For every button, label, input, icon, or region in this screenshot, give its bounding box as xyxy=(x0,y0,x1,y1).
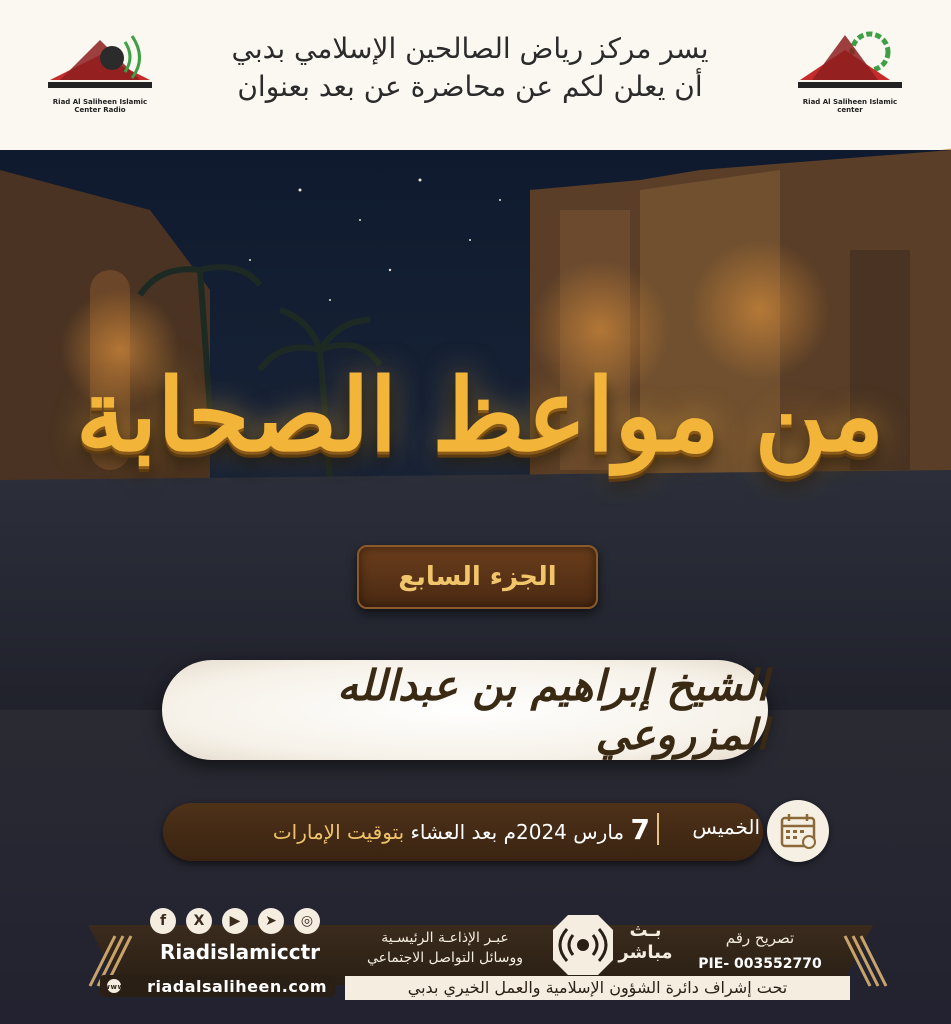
announcement-line-2: أن يعلن لكم عن محاضرة عن بعد بعنوان xyxy=(237,70,703,103)
svg-text:www: www xyxy=(103,983,125,991)
center-logo-caption: Riad Al Saliheen Islamic center xyxy=(802,98,898,114)
x-icon[interactable]: X xyxy=(186,908,212,934)
date-details xyxy=(185,813,650,846)
website-pill[interactable] xyxy=(100,975,335,997)
part-badge: الجزء السابع xyxy=(357,545,598,609)
permit-number: PIE- 003552770 xyxy=(698,956,822,972)
permit-info xyxy=(690,925,830,977)
radio-logo-icon xyxy=(40,20,160,98)
announcement xyxy=(180,30,760,106)
website-url[interactable]: riadalsaliheen.com xyxy=(147,976,327,996)
date-number: 7 xyxy=(630,813,650,846)
date-timezone: بتوقيت الإمارات xyxy=(272,820,405,844)
live-label xyxy=(618,920,673,964)
broadcast-line-1: عبـر الإذاعـة الرئيسـية xyxy=(381,930,509,946)
center-logo xyxy=(790,20,910,114)
date-time: بعد العشاء xyxy=(410,820,498,844)
announcement-line-1: يسر مركز رياض الصالحين الإسلامي بدبي xyxy=(231,32,709,65)
globe-icon xyxy=(103,978,125,994)
speaker-name: الشيخ إبراهيم بن عبدالله المزروعي xyxy=(337,661,768,759)
live-line-2: مباشر xyxy=(618,942,673,963)
telegram-icon[interactable]: ➤ xyxy=(258,908,284,934)
facebook-icon[interactable]: f xyxy=(150,908,176,934)
radio-logo-caption: Riad Al Saliheen Islamic Center Radio xyxy=(52,98,148,114)
broadcast-line-2: ووسائل التواصل الاجتماعي xyxy=(366,950,524,966)
broadcast-channels xyxy=(345,928,545,968)
lecture-title-wrap xyxy=(60,320,900,510)
date-day: الخميس xyxy=(692,815,760,839)
radio-broadcast-icon xyxy=(553,915,613,975)
date-month-year: مارس 2024م xyxy=(503,820,625,844)
social-handle[interactable]: Riadislamicctr xyxy=(159,940,320,964)
calendar-badge xyxy=(767,800,829,862)
radio-logo xyxy=(40,20,160,114)
date-separator xyxy=(657,813,659,845)
instagram-icon[interactable]: ◎ xyxy=(294,908,320,934)
speaker-plate xyxy=(162,660,768,760)
center-logo-icon xyxy=(790,20,910,98)
permit-label: تصريح رقم xyxy=(725,929,795,947)
youtube-icon[interactable]: ▶ xyxy=(222,908,248,934)
calendar-icon xyxy=(767,800,829,862)
lecture-title: من مواعظ الصحابة xyxy=(75,356,885,474)
supervision-line: تحت إشراف دائرة الشؤون الإسلامية والعمل الخيري بدبي xyxy=(345,976,850,1000)
live-line-1: بـث xyxy=(629,920,662,941)
